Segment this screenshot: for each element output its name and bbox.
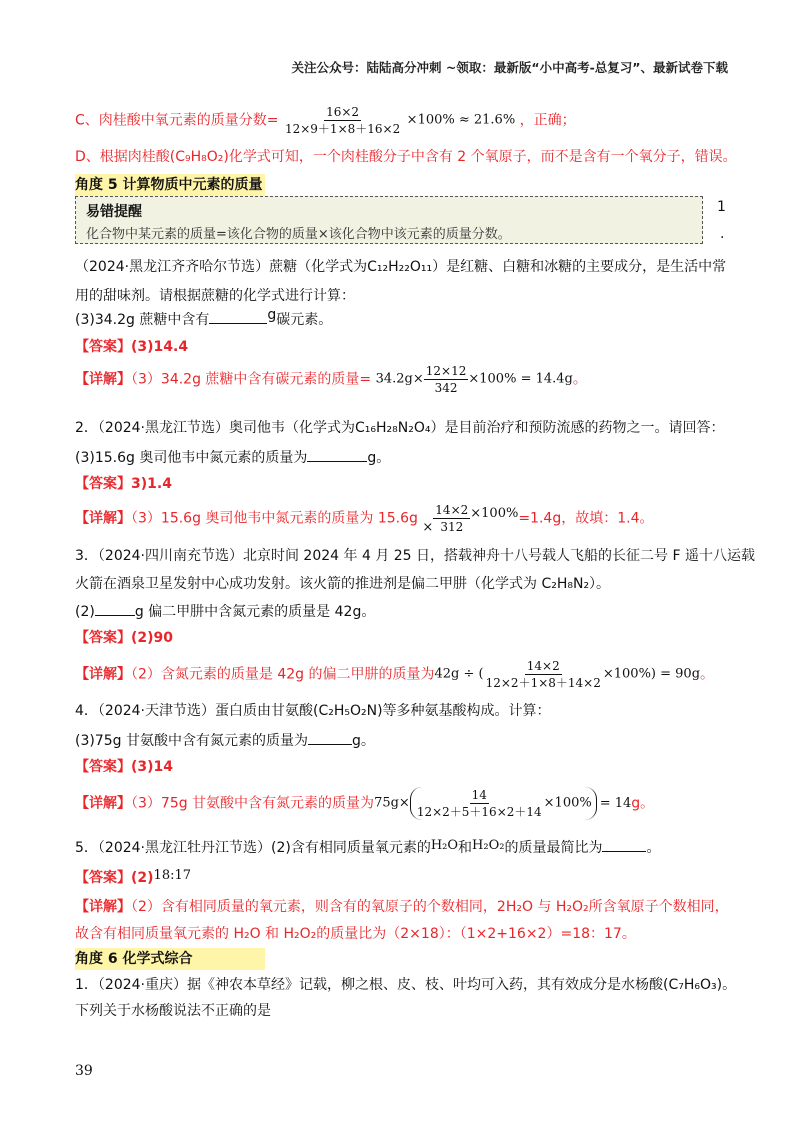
q3-line1: 3．（2024·四川南充节选）北京时间 2024 年 4 月 25 日，搭载神舟十八号载人飞船的长征二号 F 遥十八运载 xyxy=(75,548,755,564)
q2-line2 xyxy=(75,447,390,468)
option-c-prefix: C、肉桂酸中氧元素的质量分数= xyxy=(75,112,279,129)
q4-question: (3)75g 甘氨酸中含有氮元素的质量为 xyxy=(75,733,308,749)
q4-detail-end: g。 xyxy=(631,795,655,812)
q3-detail-tag: 【详解】 xyxy=(75,666,131,683)
side-mark-1: 1 xyxy=(717,199,726,215)
q3-line3 xyxy=(75,601,375,622)
q3-answer xyxy=(75,628,173,648)
q3-detail-m2: ×100%) = 90g xyxy=(602,666,701,682)
q5-answer-tag: 【答案】 xyxy=(75,870,131,886)
q2-line1: 2．（2024·黑龙江节选）奥司他韦（化学式为C₁₆H₂₈N₂O₄）是目前治疗和预防流感的药物之一。请回答： xyxy=(75,420,725,436)
section-6-heading: 角度 6 化学式综合 xyxy=(75,948,265,970)
q4-detail-m1: 75g× xyxy=(374,795,410,811)
q4-fraction xyxy=(415,787,544,820)
q1-line1: （2024·黑龙江齐齐哈尔节选）蔗糖（化学式为C₁₂H₂₂O₁₁）是红糖、白糖和冰糖的主要成分，是生活中常 xyxy=(75,259,727,275)
q3-fraction xyxy=(484,658,603,691)
q6-line1: 1．（2024·重庆）据《神农本草经》记载，柳之根、皮、枝、叶均可入药，其有效成分是水杨酸(C₇H₆O₃)。 xyxy=(75,977,737,993)
q2-answer-tag: 【答案】 xyxy=(75,476,131,492)
q1-detail-m2: ×100% = 14.4g xyxy=(468,371,573,387)
q4-question-end: g。 xyxy=(351,733,375,749)
q3-answer-value: (2)90 xyxy=(131,630,174,646)
option-c-den: 12×9＋1×8＋16×2 xyxy=(284,122,401,136)
q4-answer-tag: 【答案】 xyxy=(75,759,131,775)
q3-detail xyxy=(75,658,714,691)
q2-detail-tag: 【详解】 xyxy=(75,510,131,527)
q5-answer-blank[interactable] xyxy=(602,837,646,852)
q4-num: 14 xyxy=(471,788,487,802)
page-header: 关注公众号：陆陆高分冲刺 ~领取：最新版“小中高考-总复习”、最新试卷下载 xyxy=(291,60,728,75)
q1-num: 12×12 xyxy=(425,364,467,378)
q4-answer xyxy=(75,757,173,777)
q4-answer-blank[interactable] xyxy=(308,730,352,745)
q4-line2 xyxy=(75,730,375,751)
q4-den: 12×2＋5＋16×2＋14 xyxy=(416,805,542,819)
option-c-fraction xyxy=(283,104,402,137)
q5-question-b: 的质量最简比为 xyxy=(504,840,603,856)
q1-detail-tag: 【详解】 xyxy=(75,371,131,388)
q5-detail-line2: 故含有相同质量氧元素的 H₂O 和 H₂O₂的质量比为（2×18）：（1×2+16×2）=18：17。 xyxy=(75,926,636,942)
section-5-heading: 角度 5 计算物质中元素的质量 xyxy=(75,174,265,196)
q3-den: 12×2＋1×8＋14×2 xyxy=(485,676,601,690)
q1-line2: 用的甜味剂。请根据蔗糖的化学式进行计算： xyxy=(75,288,355,304)
q1-detail-text: （3）34.2g 蔗糖中含有碳元素的质量= xyxy=(131,371,372,388)
option-c-tail: ，正确； xyxy=(519,112,576,129)
q5-detail-line1 xyxy=(75,897,729,917)
q3-answer-tag: 【答案】 xyxy=(75,630,131,646)
q3-detail-m1: 42g ÷ ( xyxy=(434,666,484,682)
q4-detail xyxy=(75,787,654,820)
q2-question: (3)15.6g 奥司他韦中氮元素的质量为 xyxy=(75,450,308,466)
q3-detail-text: （2）含氮元素的质量是 42g 的偏二甲肼的质量为 xyxy=(131,666,435,683)
q3-question-start: (2) xyxy=(75,604,95,620)
option-c-num: 16×2 xyxy=(326,105,360,119)
q5-formula-peroxide: H₂O₂ xyxy=(472,838,505,853)
q5-answer-ratio: 18:17 xyxy=(153,868,192,883)
q3-num: 14×2 xyxy=(526,659,560,673)
q5-question-end: 。 xyxy=(646,840,661,856)
q1-den: 342 xyxy=(434,381,458,395)
q1-question: (3)34.2g 蔗糖中含有 xyxy=(75,312,210,328)
q2-detail-m: ×100% xyxy=(470,505,519,521)
q1-answer xyxy=(75,337,188,357)
q5-line1 xyxy=(75,837,660,859)
q5-question: 5．（2024·黑龙江牡丹江节选）(2)含有相同质量氧元素的 xyxy=(75,840,431,856)
q6-line2: 下列关于水杨酸说法不正确的是 xyxy=(75,1003,271,1019)
q2-question-end: g。 xyxy=(367,450,391,466)
q4-detail-tag: 【详解】 xyxy=(75,795,131,812)
q3-detail-end: 。 xyxy=(700,666,715,683)
q4-line1: 4．（2024·天津节选）蛋白质由甘氨酸(C₂H₅O₂N)等多种氨基酸构成。计算： xyxy=(75,703,551,719)
q5-answer xyxy=(75,868,191,889)
q2-detail-text: （3）15.6g 奥司他韦中氮元素的质量为 15.6g xyxy=(131,510,418,527)
q2-answer-blank[interactable] xyxy=(307,447,367,462)
q1-answer-blank[interactable] xyxy=(209,309,267,324)
q4-answer-value: (3)14 xyxy=(131,759,174,775)
q3-line2: 火箭在酒泉卫星发射中心成功发射。该火箭的推进剂是偏二甲肼（化学式为 C₂H₈N₂）。 xyxy=(75,576,611,592)
q4-detail-text: （3）75g 甘氨酸中含有氮元素的质量为 xyxy=(131,795,375,812)
q1-detail xyxy=(75,363,587,396)
q1-question-end: 碳元素。 xyxy=(276,312,333,328)
q4-parentheses xyxy=(410,787,597,820)
q5-detail-text1: （2）含有相同质量的氧元素，则含有的氧原子的个数相同，2H₂O 与 H₂O₂所含氧原子个数相同， xyxy=(131,899,729,915)
q5-and: 和 xyxy=(458,840,473,856)
q4-detail-m2: ×100% xyxy=(543,795,592,811)
page-number: 39 xyxy=(75,1063,93,1079)
q1-line3 xyxy=(75,309,332,330)
q2-answer-value: 3)1.4 xyxy=(131,476,172,492)
q1-answer-value: (3)14.4 xyxy=(131,339,189,355)
option-c-line xyxy=(75,104,576,137)
tip-title: 易错提醒 xyxy=(86,204,142,220)
side-mark-2: . xyxy=(720,226,725,242)
q1-detail-end: 。 xyxy=(572,371,587,388)
q3-answer-blank[interactable] xyxy=(95,601,135,616)
q2-num: 14×2 xyxy=(435,503,469,517)
option-c-result: ×100% ≈ 21.6% xyxy=(406,112,516,128)
q1-unit: g xyxy=(267,307,277,323)
q2-answer xyxy=(75,474,172,494)
q1-fraction xyxy=(424,363,469,396)
q5-formula-water: H₂O xyxy=(430,838,459,853)
option-d-line: D、根据肉桂酸(C₉H₈O₂)化学式可知，一个肉桂酸分子中含有 2 个氧原子，而不是含有一个氧分子，错误。 xyxy=(75,149,737,165)
q2-den: 312 xyxy=(440,520,464,534)
q5-answer-value: (2) xyxy=(131,870,154,886)
q1-detail-m1: 34.2g× xyxy=(375,371,424,387)
q5-detail-tag: 【详解】 xyxy=(75,899,131,915)
tip-body: 化合物中某元素的质量=该化合物的质量×该化合物中该元素的质量分数。 xyxy=(86,227,511,242)
q2-detail-end: =1.4g，故填：1.4。 xyxy=(518,510,654,527)
tip-box xyxy=(75,196,703,244)
q4-detail-m3: = 14 xyxy=(599,795,632,811)
q2-times: × xyxy=(422,519,434,535)
q3-question: g 偏二甲肼中含氮元素的质量是 42g。 xyxy=(134,604,376,620)
q1-answer-tag: 【答案】 xyxy=(75,339,131,355)
q2-fraction xyxy=(433,502,470,535)
q2-detail xyxy=(75,502,653,535)
